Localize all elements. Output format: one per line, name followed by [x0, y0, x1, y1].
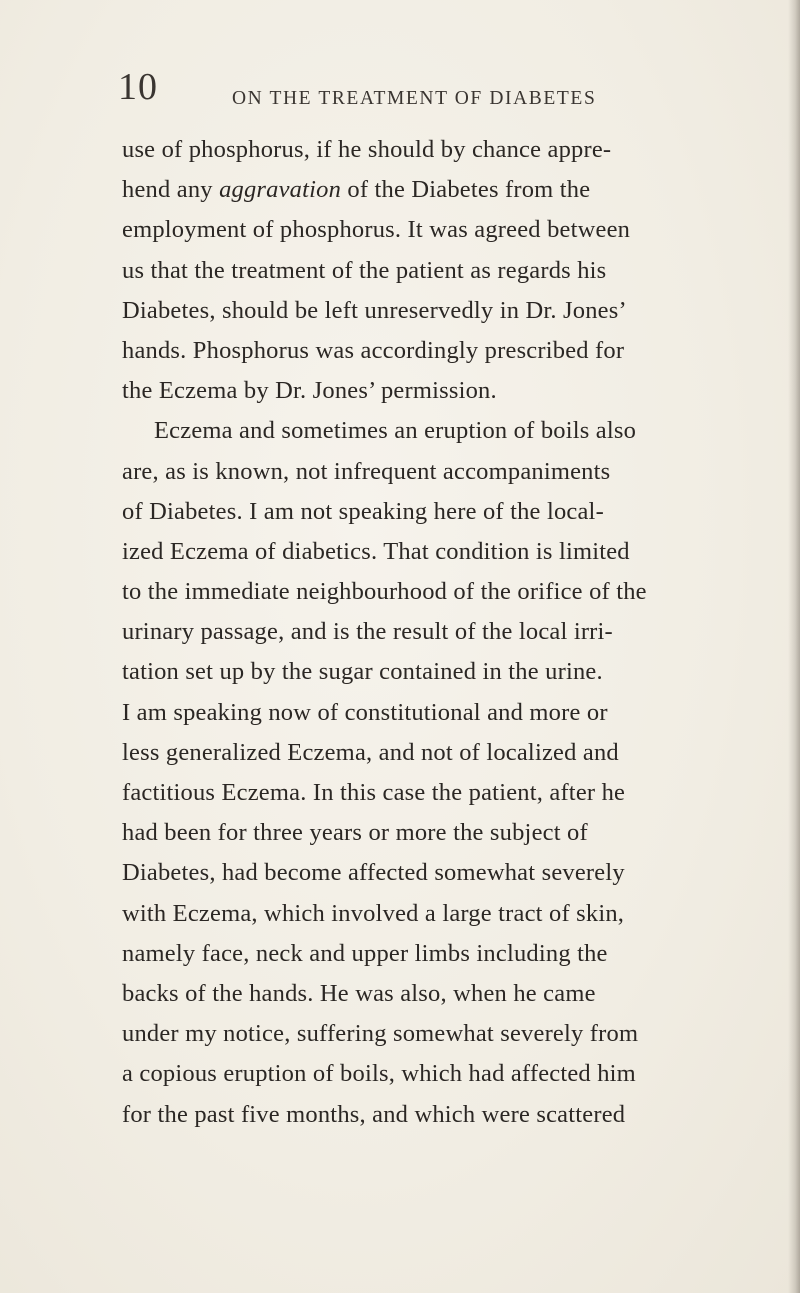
paragraph-first-line: Eczema and sometimes an eruption of boils also — [154, 417, 637, 445]
text-segment: hend any — [122, 176, 220, 204]
running-head: ON THE TREATMENT OF DIABETES — [232, 88, 597, 109]
text-line: backs of the hands. He was also, when he came — [122, 979, 596, 1007]
text-segment: of the Diabetes from the — [341, 176, 591, 204]
text-line: employment of phosphorus. It was agreed between — [122, 216, 631, 244]
text-line: use of phosphorus, if he should by chance appre- — [122, 136, 612, 163]
text-line: the Eczema by Dr. Jones’ permission. — [122, 377, 497, 405]
text-line: namely face, neck and upper limbs including the — [122, 939, 608, 967]
page-number: 10 — [118, 66, 158, 108]
text-line: had been for three years or more the subject of — [122, 819, 588, 847]
text-line: us that the treatment of the patient as regards his — [122, 256, 607, 284]
text-line: tation set up by the sugar contained in the urine. — [122, 658, 603, 686]
page-edge-shadow — [788, 0, 800, 1293]
text-line: with Eczema, which involved a large tract of skin, — [122, 899, 625, 927]
text-line: Diabetes, had become affected somewhat severely — [122, 859, 625, 887]
text-line: of Diabetes. I am not speaking here of the local- — [122, 497, 604, 525]
text-line — [122, 170, 800, 210]
text-line: factitious Eczema. In this case the patient, after he — [122, 779, 626, 806]
text-line: hands. Phosphorus was accordingly prescribed for — [122, 336, 625, 364]
body-text — [122, 130, 800, 1135]
italic-term: aggravation — [219, 176, 342, 204]
text-line: under my notice, suffering somewhat severely from — [122, 1020, 639, 1048]
text-line: ized Eczema of diabetics. That condition is limited — [122, 537, 630, 565]
text-line: a copious eruption of boils, which had affected him — [122, 1060, 636, 1088]
text-line: urinary passage, and is the result of the local irri- — [122, 618, 613, 646]
text-line: Diabetes, should be left unreservedly in Dr. Jones’ — [122, 296, 627, 324]
text-line: to the immediate neighbourhood of the orifice of the — [122, 578, 647, 606]
text-line: are, as is known, not infrequent accompaniments — [122, 457, 611, 485]
text-line: I am speaking now of constitutional and more or — [122, 698, 608, 726]
text-line: less generalized Eczema, and not of localized and — [122, 738, 619, 766]
text-line: for the past five months, and which were scattered — [122, 1100, 626, 1128]
